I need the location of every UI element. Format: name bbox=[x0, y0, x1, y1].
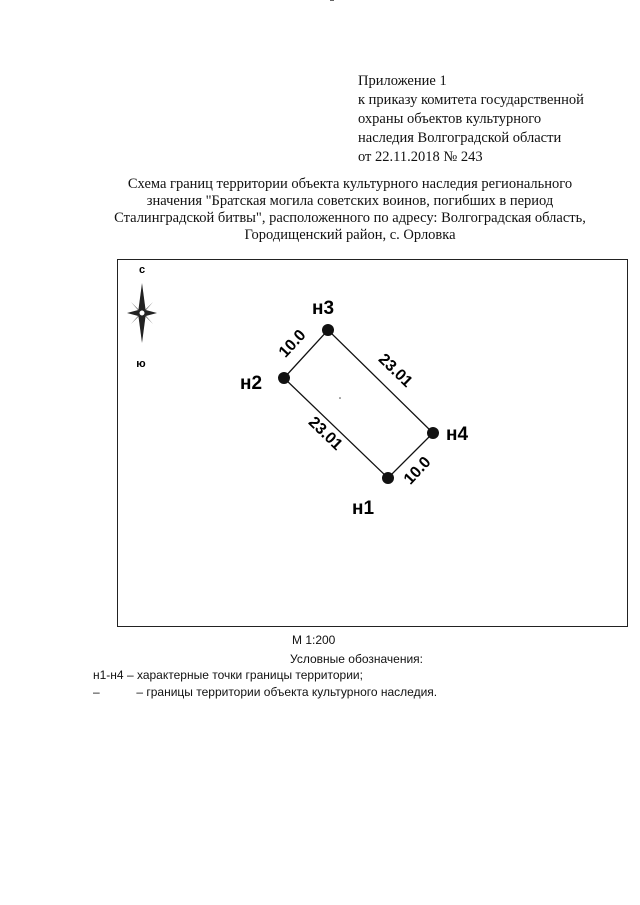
appendix-line-4: наследия Волгоградской области bbox=[358, 130, 562, 146]
compass-rose-icon bbox=[127, 264, 157, 370]
compass-south-label: ю bbox=[136, 358, 146, 370]
segment-n4-n1-length: 10.0 bbox=[400, 453, 435, 489]
point-n4-label: н4 bbox=[446, 424, 469, 445]
point-n4-marker bbox=[427, 427, 439, 439]
appendix-line-2: к приказу комитета государственной bbox=[358, 92, 584, 108]
title-line-4: Городищенский район, с. Орловка bbox=[244, 227, 456, 243]
segment-n2-n3-length: 10.0 bbox=[275, 326, 310, 362]
segment-n3-n4-length: 23.01 bbox=[374, 350, 416, 391]
center-mark bbox=[339, 397, 341, 399]
segment-n1-n2-length: 23.01 bbox=[304, 413, 346, 454]
legend-item-text: – характерные точки границы территории; bbox=[126, 668, 363, 682]
point-n3-marker bbox=[322, 324, 334, 336]
appendix-line-5: от 22.11.2018 № 243 bbox=[358, 149, 483, 165]
point-n2-label: н2 bbox=[240, 373, 263, 394]
title-line-2: значения "Братская могила советских воинов, погибших в период bbox=[146, 193, 554, 209]
title-line-3: Сталинградской битвы", расположенного по адресу: Волгоградская область, bbox=[114, 210, 586, 226]
legend-item-boundary bbox=[93, 685, 437, 699]
point-n2-marker bbox=[278, 372, 290, 384]
appendix-line-3: охраны объектов культурного bbox=[358, 111, 542, 127]
boundary-polygon bbox=[284, 330, 433, 478]
legend-item-points bbox=[93, 668, 363, 682]
point-n3-label: н3 bbox=[312, 298, 335, 319]
legend-item-symbol: н1-н4 bbox=[93, 668, 124, 682]
compass-north-label: с bbox=[138, 264, 146, 276]
legend-item-text: – границы территории объекта культурного наследия. bbox=[136, 685, 438, 699]
point-n1-marker bbox=[382, 472, 394, 484]
legend-item-symbol: – bbox=[93, 685, 100, 699]
point-n1-label: н1 bbox=[352, 498, 375, 519]
appendix-line-1: Приложение 1 bbox=[358, 73, 447, 89]
legend-title: Условные обозначения: bbox=[290, 652, 423, 666]
scale-label: М 1:200 bbox=[292, 633, 336, 647]
title-line-1: Схема границ территории объекта культурного наследия регионального bbox=[127, 176, 573, 192]
